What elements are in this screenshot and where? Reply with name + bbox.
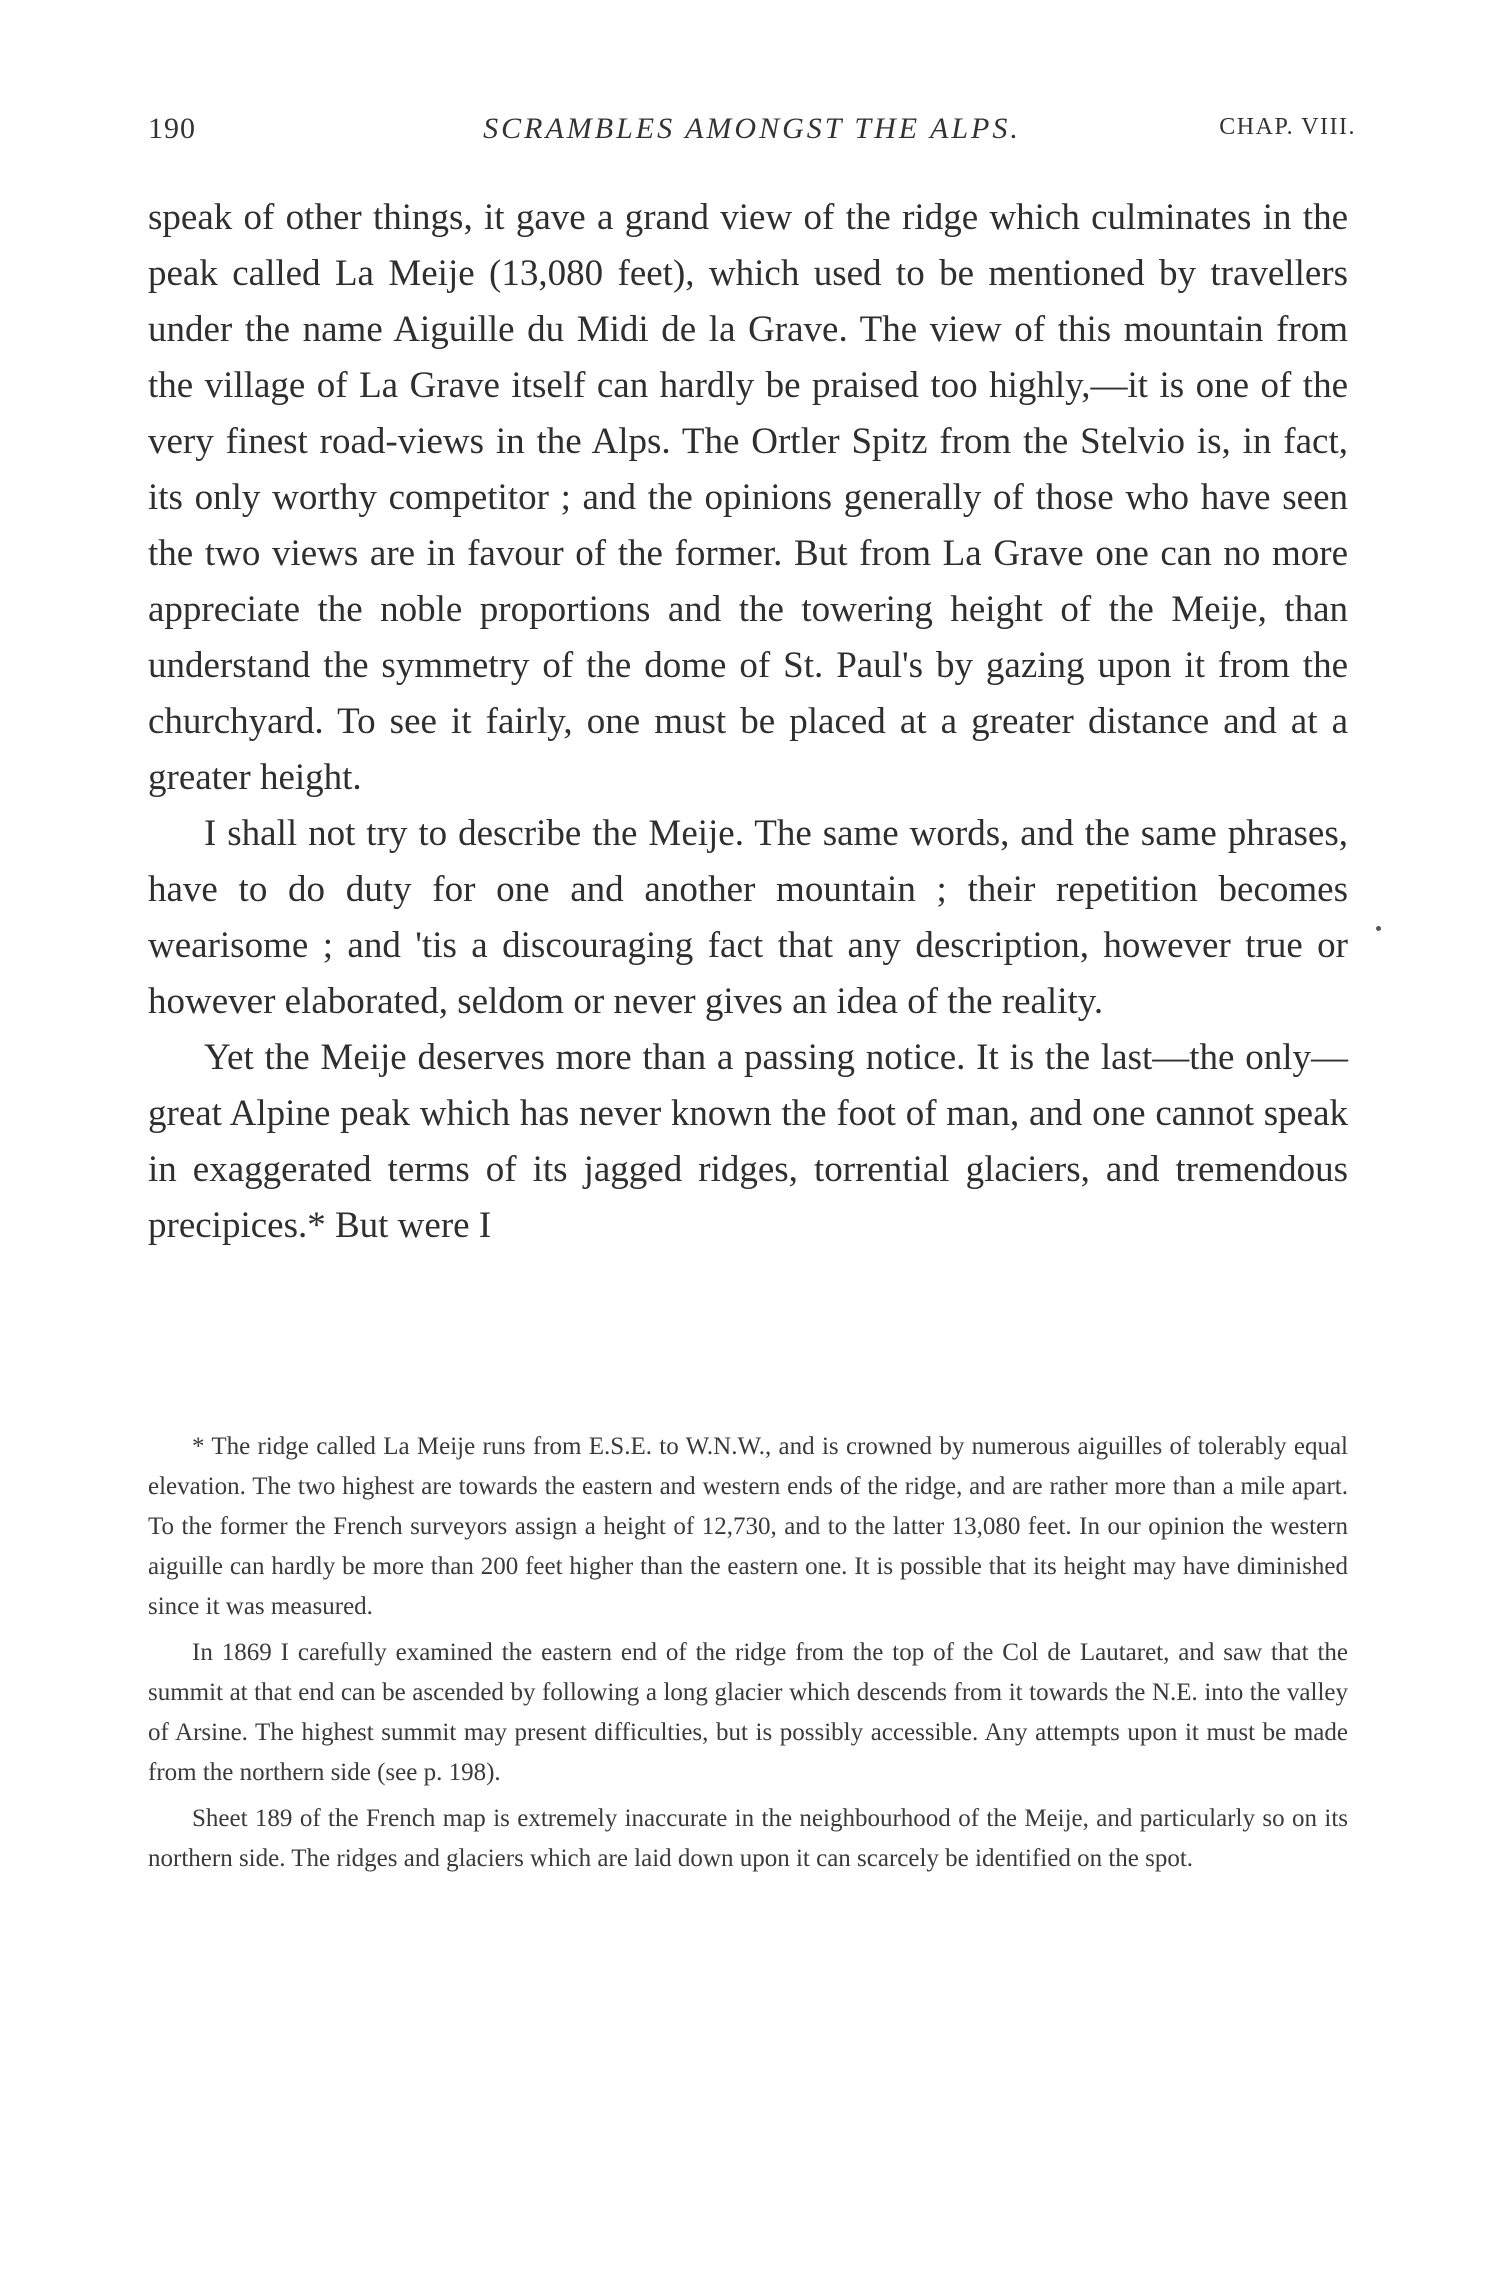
footnote: In 1869 I carefully examined the eastern end of the ridge from the top of the Col de Lautaret, and saw that the summit at that end can be ascended by following a long glacier which descends from it towards the N.E. into the valley of Arsine. The highest summit may present difficulties, but is possibly accessible. Any attempts upon it must be made from the northern side (see p. 198).	[148, 1639, 1348, 1786]
paragraph: Yet the Meije deserves more than a passing notice. It is the last—the only—great Alpine peak which has never known the foot of man, and one cannot speak in exaggerated terms of its jagged ridges, torrential glaciers, and tremendous precipices.* But were I	[148, 1037, 1348, 1246]
running-head	[148, 112, 1356, 156]
page-number: 190	[148, 112, 196, 145]
main-text	[148, 190, 1348, 1254]
paragraph: I shall not try to describe the Meije. The same words, and the same phrases, have to do duty for one and another mountain ; their repetition becomes wearisome ; and 'tis a discouraging fact that any description, however true or however elaborated, seldom or never gives an idea of the reality.	[148, 813, 1348, 1022]
ink-speck	[1376, 926, 1381, 931]
footnotes	[148, 1427, 1348, 1885]
book-title: SCRAMBLES AMONGST THE ALPS.	[483, 112, 1021, 145]
chapter-label: CHAP. VIII.	[1219, 114, 1356, 140]
paragraph-continued: speak of other things, it gave a grand view of the ridge which culminates in the peak called La Meije (13,080 feet), which used to be mentioned by travellers under the name Aiguille du Midi de la Grave. The view of this mountain from the village of La Grave itself can hardly be praised too highly,—it is one of the very finest road-views in the Alps. The Ortler Spitz from the Stelvio is, in fact, its only worthy competitor ; and the opinions generally of those who have seen the two views are in favour of the former. But from La Grave one can no more appreciate the noble proportions and the towering height of the Meije, than understand the symmetry of the dome of St. Paul's by gazing upon it from the churchyard. To see it fairly, one must be placed at a greater distance and at a greater height.	[148, 197, 1348, 798]
footnote: Sheet 189 of the French map is extremely inaccurate in the neighbourhood of the Meije, and particularly so on its northern side. The ridges and glaciers which are laid down upon it can scarcely be identified on the spot.	[148, 1805, 1348, 1872]
footnote: * The ridge called La Meije runs from E.S.E. to W.N.W., and is crowned by numerous aiguilles of tolerably equal elevation. The two highest are towards the eastern and western ends of the ridge, and are rather more than a mile apart. To the former the French surveyors assign a height of 12,730, and to the latter 13,080 feet. In our opinion the western aiguille can hardly be more than 200 feet higher than the eastern one. It is possible that its height may have diminished since it was measured.	[148, 1433, 1348, 1620]
